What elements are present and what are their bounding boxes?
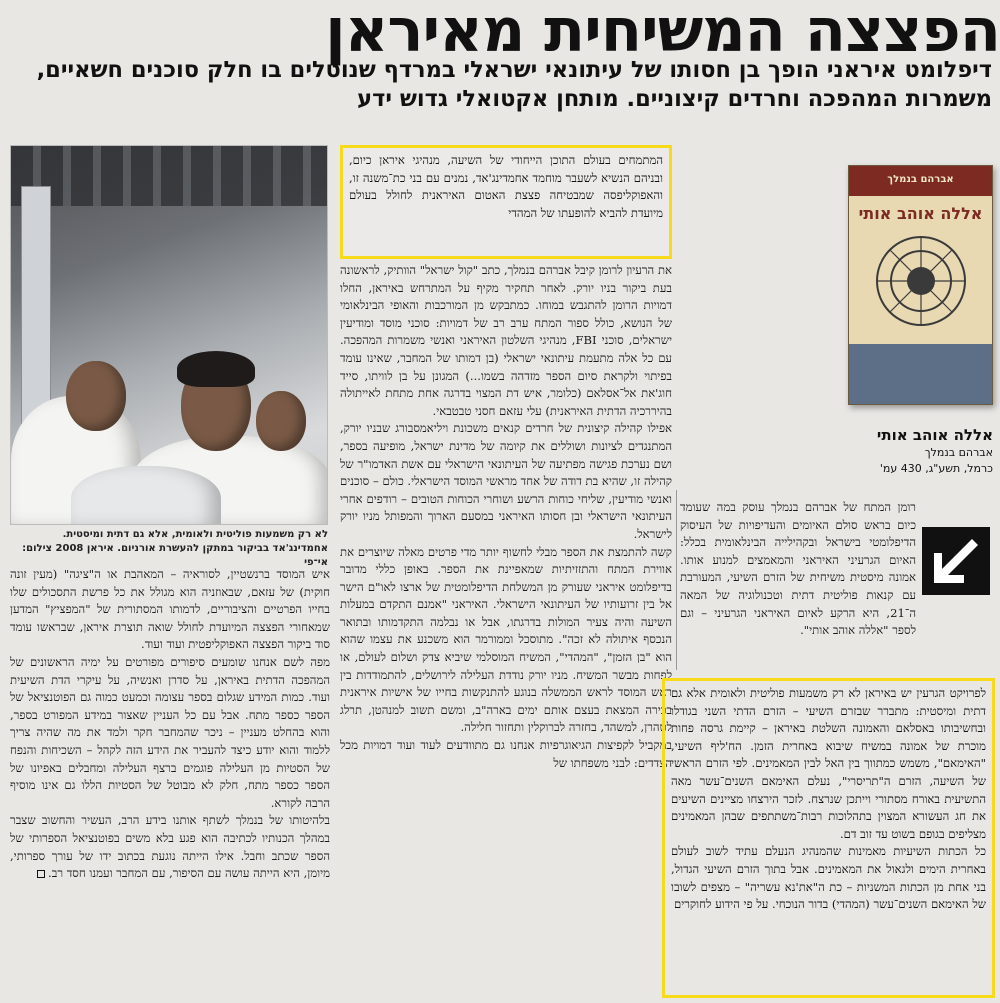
photo-caption: לא רק משמעות פוליטית ולאומית, אלא גם דתית ומיסטית. אחמדינג'אד בביקור במתקן להעשרת אורניום. איראן 2008 צילום: אי־פי: [22, 529, 328, 568]
photo-face-left: [66, 361, 126, 431]
article-column-middle: [340, 262, 672, 772]
book-title: אללה אוהב אותי: [876, 426, 993, 444]
paragraph: כל הכתות השיעיות מאמינות שהמנהיג הנעלם עתיד לשוב לעולם באחרית הימים ולגאול את המאמינים. אבל בתוך הזרם השיעי הגדול, בני אחת מן הכתות המשניות – כת ה"את'נא עשריה" – מצפים לשובו של האימאם השנים־עשר (המהדי) בדור הנוכחי. על פי הידוע לחוקרים: [671, 844, 986, 912]
highlighted-passage: [662, 678, 995, 998]
article-subhead: דיפלומט איראני הופך בן חסותו של עיתונאי ישראלי במרדף שנוטלים בו חלק סוכנים חשאיים, משמרות המהפכה וחרדים קיצוניים. מותחן אקטואלי גדוש ידע: [36, 57, 992, 112]
book-author: אברהם בנמלך: [924, 446, 993, 459]
paragraph: קשה להתמצת את הספר מבלי לחשוף יותר מדי פרטים מאלה שיוצרים את אווירת המתח והתזזיתיות שמאפיינת את הספר. באופן כללי מדובר בדיפלומט איראני שעורק מן המשלחת הדיפלומטית של ארצו לאו"ם הישר אל בין זרועותיו של העיתונאי הישראלי. האיראני "אמנם התקדם במעלות השיעה והיה צעיר המולות בדרגתו, אבל או נבלמה התקדמותו ובתואר הנכסף איתולה לא זכה". מתוסכל וממורמר הוא משכנע את עצמו שהוא הוא "בן הזמן", "המהדי", המשיח המוסלמי שיביא צדק ושלום לעולם, או לפחות מבשר המשיח. מניו יורק נודדת העלילה לירושלים, להתמודדות בין ראש המוסד לראש הממשלה בנוגע להתנקשות בחייו של אישיות איראנית בכירה המצאת בעצם אותם ימים בארה"ב, ומשם תשוב למנהטן, תרלג לטהרן, למשהד, בחזרה לברוקלין ותחזור חלילה.: [340, 544, 672, 735]
paragraph: רומן המתח של אברהם בנמלך עוסק במה שעומד כיום בראש סולם האיומים והעדיפויות של העיסוק הדיפלומטי בישראל ובקהילייה הבינלאומית בכלל: האיום הגרעיני האיראני והמאמצים למנוע אותו. אמונה מיסטית משיחית של הזרם השיעי, המעורבת עם קנאות פוליטית דתית וטכנולוגיה של המאה ה־21, היא הרקע לאיום האיראני הגרעיני – וגם לספר "אללה אוהב אותי".: [680, 500, 916, 638]
paragraph: במקביל לקפיצות הגיאוגרפיות אנחנו גם מתוודעים לעוד ועוד דמויות מכל הצדדים: לבני משפחתו של: [340, 738, 672, 770]
paragraph-text: בלהיטותו של בנמלך לשתף אותנו בידע הרב, העשיר והחשוב שצבר במהלך הכנותיו לכתיבה הוא פגע בלא משים בפוטנציאל הספרותי של הספר שכתב וחבל. אילו הייתה נוגעת בכתוב ידו של עורך ספרותי, מיומן, היא הייתה עושה עם הסיפור, עם המחבר ועמנו חסד רב.: [10, 813, 330, 881]
book-cover: [848, 165, 993, 405]
paragraph: את הרעיון לרומן קיבל אברהם בנמלך, כתב "קול ישראל" הוותיק, לראשונה בעת ביקור בניו יורק. לאחר תחקיר מקיף על המתרחש באיראן, החלו דמויות הרומן להתגבש במוחו. כמתבקש מן המורכבות והאופי הבינלאומי של הנושא, כולל ספור המתח ערב רב של דמויות: סוכני מוסד ומודיעין ישראלים, סוכני FBI, מנהיגי השלטון האיראני ואנשי משמרות המהפכה. עם כל אלה מתעמת עיתונאי ישראלי (בן דמותו של המחבר, שאינו עומד בפיתוי ולקראת סיום הספר מזדהה בשמו...) המגונן על בן לוויתו, סייד חוג'את אל־אסלאם (כלומר, איש דת המצוי בדרגה אחת מתחת לאייתולה בהיררכיה הדתית האיראנית) עלי עזאם חסני טבטבאי.: [340, 263, 672, 418]
end-of-article-mark: [37, 870, 45, 878]
paragraph: אפילו קהילה קיצונית של חרדים קנאים משכונת ויליאמסבורג שבניו יורק, המתנגדים לציונות ושוללים את קיומה של מדינת ישראל, מופיעה בספר, ושם נערכת פגישה מפתיעה של העיתונאי הישראלי עם אשת האדמו"ר של קהילה זו, שהיא בת דודה של אחד מראשי המוסד הישראלי. כולם – סוכנים ואנשי מודיעין, שליחי כוחות הרשע ושוחרי הכוחות הטובים – רודפים אחרי העיתונאי הישראלי ובן חסותו האיראני במסעם הארוך והמפותל מניו יורק לישראל.: [340, 421, 672, 541]
arrow-marker: [922, 527, 990, 595]
book-publisher: כרמל, תשע"ג, 430 עמ': [879, 462, 993, 475]
article-headline: הפצצה המשיחית מאיראן: [325, 0, 1000, 66]
article-column-right: [680, 499, 916, 640]
paragraph: מפה לשם אנחנו שומעים סיפורים מפורטים על ימיה הראשונים של המהפכה הדתית באיראן, על סדרן ואנשיה, על עיקרי הדת השיעית ועוד. כמות המידע שגלום בספר עצומה וכמעט כמוה גם הפוטנציאל של הספר כספר מתח. אבל עם כל העניין שאצור במידע המפורט בספר, והוא בהחלט מעניין – ניכר שהמחבר חקר ולמד את מה שהיה צריך ללמוד והוא יודע כיצד להעביר את הידע הזה לקהל – השכיחות והנפח של הסטיות מן העלילה פוגמים ברצף העלילה ומחבלים באפיונו של הספר כספר מתח, חלק לא מבוטל של הסטיות הללו גם אינו מוסיף הרבה לקורא.: [10, 654, 330, 810]
photo-hair-center: [177, 351, 255, 387]
photo-face-right: [256, 391, 306, 451]
book-cover-author: אברהם בנמלך: [887, 174, 954, 185]
book-cover-ornament-icon: [871, 231, 971, 331]
book-cover-skyline: [849, 344, 992, 404]
column-divider: [676, 490, 677, 670]
book-cover-title: אללה אוהב אותי: [858, 204, 983, 223]
arrow-down-left-icon: [922, 527, 990, 595]
photo-ceiling: [11, 146, 328, 206]
paragraph: לפרויקט הגרעין יש באיראן לא רק משמעות פוליטית ולאומית אלא גם דתית ומיסטית: מתברר שבזרם השיעי – הזרם הדתי השני בגודלו ובחשיבותו באסלאם והאמונה השלטת באיראן – קיימת גרסה פחות מוכרת של אמונה במשיח שיבוא באחרית הזמן. הח'ליף השיעי, "האימאם", משמש כמתווך בין האל לבין המאמינים. לפי הזרם הראשי של השיעה, הזרם ה"תריסרי", נעלם האימאם השנים־עשר מאה התשיעית באורח מסתורי וייתכן שנרצח. לזכר הירצחו מציינים השיעים את חג העשורא המצוין בתהלוכות רבות־משתתפים שבהן המאמינים מצליפים בגופם בשוט עד זוב דם.: [671, 686, 986, 841]
photo-arm: [71, 466, 221, 525]
book-info: [838, 425, 993, 477]
pull-quote: המתמחים בעולם התוכן הייחודי של השיעה, מנהיגי איראן כיום, ובניהם הנשיא לשעבר מוחמד אחמדינג'אד, נמנים עם בני כת־משנה זו, והאפוקליפסה שמבטיחה פצצת האטום האיראנית לחולל בעולם מיועדת להביא להופעתו של המהדי: [340, 145, 672, 259]
article-photo: [10, 145, 328, 525]
paragraph: איש המוסד ברנשטיין, לסוראיה – המאהבת או ה"ציגה" (מעין זונה חוקית) של עזאם, שבאוזניה הוא מגולל את כל פרשת התסכולים שלו בחייו הפרטיים והציבוריים, לדמותו המסתורית של "המפציץ" המדען שמאחורי הפצצה המיועדת לחולל שואה תוצרת איראן, שבראשו עומד סוד ביקור הפצצה האפוקליפטית ועוד ועוד.: [10, 567, 330, 652]
paragraph: [10, 812, 330, 882]
article-column-left: [10, 566, 330, 883]
